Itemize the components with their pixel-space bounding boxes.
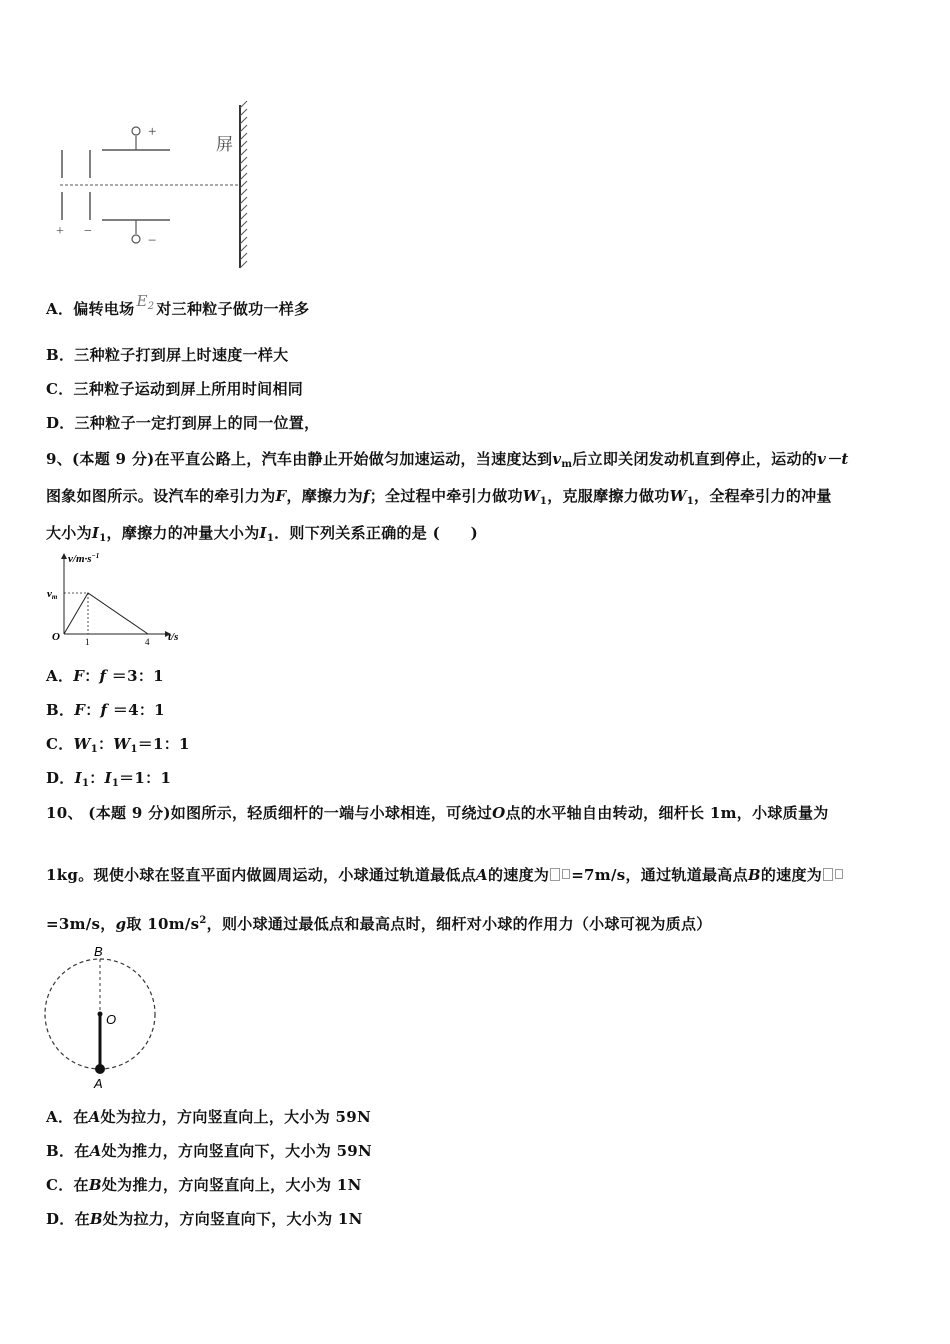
graph-tick-1: 1 — [85, 637, 90, 647]
q9-option-a: A．F：f ＝3：1 — [46, 667, 164, 685]
q8-option-a: A．偏转电场 $E_2$ 对三种粒子做功一样多 — [46, 292, 310, 318]
screen-label: 屏 — [216, 135, 233, 154]
graph-origin: O — [52, 631, 60, 643]
q10-option-b: B．在A处为推力，方向竖直向下，大小为 59N — [46, 1142, 373, 1160]
q8-option-c: C．三种粒子运动到屏上所用时间相同 — [46, 380, 304, 398]
circular-motion-figure — [40, 942, 165, 1092]
graph-tick-4: 4 — [145, 637, 150, 647]
q10-option-c: C．在B处为推力，方向竖直向上，大小为 1N — [46, 1176, 362, 1194]
velocity-symbol-a-icon — [550, 868, 560, 881]
velocity-symbol-b-icon — [823, 868, 833, 881]
q9-option-c: C．$W_1$：$W_1=1$：1 — [46, 735, 190, 755]
velocity-time-graph — [46, 548, 196, 648]
velocity-subscript-b-icon — [835, 869, 843, 879]
q9-option-b: B．F：f ＝4：1 — [46, 701, 165, 719]
q10-stem-line-1: 10、 (本题 9 分)如图所示，轻质细杆的一端与小球相连，可绕过O点的水平轴自由转动，细杆长 1m，小球质量为 — [46, 804, 829, 822]
point-a-label: A — [94, 1076, 103, 1091]
q9-stem-line-1: 9、(本题 9 分)在平直公路上，汽车由静止开始做匀加速运动，当速度达到$v_m$后立即关闭发动机直到停止，运动的v－t — [46, 450, 849, 470]
accel-plus-sign: + — [56, 224, 64, 239]
point-b-label: B — [94, 944, 103, 959]
q10-stem-line-2: 1kg。现使小球在竖直平面内做圆周运动，小球通过轨道最低点A的速度为 =7m/s，通过轨道最高点B的速度为 — [46, 864, 844, 885]
q8-option-b: B．三种粒子打到屏上时速度一样大 — [46, 346, 289, 364]
deflection-field-figure — [50, 100, 260, 275]
q9-option-d: D．$I_1$：$I_1=1$：1 — [46, 769, 172, 789]
point-o-label: O — [106, 1012, 117, 1027]
bottom-plate-sign: − — [148, 233, 157, 249]
q10-option-d: D．在B处为拉力，方向竖直向下，大小为 1N — [46, 1210, 363, 1228]
top-plate-sign: + — [148, 124, 157, 140]
accel-minus-sign: − — [84, 224, 92, 239]
velocity-subscript-a-icon — [562, 869, 570, 879]
graph-x-label: t/s — [168, 631, 179, 643]
q10-stem-line-3: =3m/s，g取 $10m/s^2$，则小球通过最低点和最高点时，细杆对小球的作用力（小球可视为质点） — [46, 915, 712, 933]
svg-text:vm: vm — [47, 588, 58, 601]
q10-option-a: A．在A处为拉力，方向竖直向上，大小为 59N — [46, 1108, 372, 1126]
q8-option-d: D．三种粒子一定打到屏上的同一位置， — [46, 414, 320, 432]
q9-stem-line-2: 图象如图所示。设汽车的牵引力为F，摩擦力为f；全过程中牵引力做功$W_1$，克服摩擦力做功$W_1$，全程牵引力的冲量 — [46, 487, 832, 507]
svg-text:v/m·s−1: $v/m\cdot s^{-1}$ — [68, 552, 100, 565]
q9-stem-line-3: 大小为$I_1$，摩擦力的冲量大小为$I_1$．则下列关系正确的是 ( ) — [46, 524, 479, 544]
